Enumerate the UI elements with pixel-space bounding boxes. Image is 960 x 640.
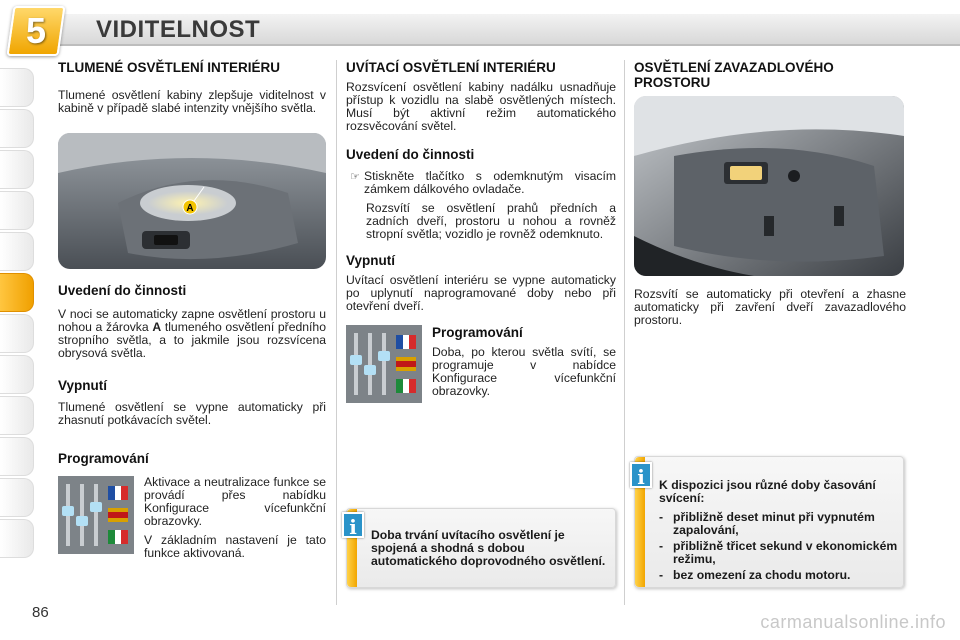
subsection-title: Uvedení do činnosti — [346, 147, 475, 162]
chapter-title: VIDITELNOST — [96, 16, 261, 43]
chapter-tab[interactable] — [0, 232, 34, 271]
column-welcome-lighting — [346, 60, 616, 403]
subsection-title: Programování — [58, 451, 149, 466]
chapter-tabs — [0, 68, 34, 560]
default-setting-text: V základním nastavení je tato funkce aktivovaná. — [144, 533, 326, 560]
section-title: TLUMENÉ OSVĚTLENÍ INTERIÉRU — [58, 60, 281, 75]
column-dimmed-lighting — [58, 60, 326, 560]
info-note-durations — [634, 456, 904, 588]
menu-settings-icon — [346, 325, 422, 403]
chapter-tab[interactable] — [0, 109, 34, 148]
section-title: UVÍTACÍ OSVĚTLENÍ INTERIÉRU — [346, 60, 556, 75]
chapter-tab[interactable] — [0, 355, 34, 394]
note-text: Doba trvání uvítacího osvětlení je spojená a shodná s dobou automatického doprovodného osvětlení. — [371, 528, 606, 568]
list-item: - přibližně třicet sekund v ekonomickém režimu, — [659, 539, 898, 566]
chapter-tab[interactable] — [0, 68, 34, 107]
subsection-title: Programování — [432, 325, 523, 340]
duration-list — [659, 511, 899, 582]
chapter-tab[interactable] — [0, 314, 34, 353]
chapter-tab[interactable] — [0, 519, 34, 558]
deactivation-text: Uvítací osvětlení interiéru se vypne automaticky po uplynutí naprogramované doby nebo při otevření dveří. — [346, 273, 616, 313]
subsection-title: Vypnutí — [58, 378, 107, 393]
photo-marker-a: A — [186, 203, 194, 214]
subsection-title: Vypnutí — [346, 253, 395, 268]
chapter-tab[interactable] — [0, 396, 34, 435]
ceiling-light-photo — [58, 133, 326, 269]
column-divider — [336, 60, 337, 605]
page-header — [0, 0, 960, 52]
intro-text: Rozsvícení osvětlení kabiny nadálku usnadňuje přístup k vozidlu na slabě osvětlených místech. Musí být aktivní režim automatického rozsvěcování světel. — [346, 80, 616, 133]
activation-text: V noci se automaticky zapne osvětlení prostoru u nohou a žárovka A tlumeného osvětlení předního stropního světla, a to jakmile jsou rozsvícena obrysová světla. — [58, 307, 326, 360]
column-trunk-lighting — [634, 60, 906, 327]
chapter-tab[interactable] — [0, 191, 34, 230]
watermark: carmanualsonline.info — [760, 612, 946, 632]
chapter-number-badge — [6, 6, 65, 56]
deactivation-text: Tlumené osvětlení se vypne automaticky při zhasnutí potkávacích světel. — [58, 400, 326, 427]
chapter-number: 5 — [25, 10, 47, 51]
chapter-tab[interactable] — [0, 150, 34, 189]
trunk-light-photo — [634, 96, 904, 276]
page-number: 86 — [32, 604, 49, 621]
subsection-title: Uvedení do činnosti — [58, 283, 187, 298]
list-item: - přibližně deset minut při vypnutém zapalování, — [659, 510, 875, 537]
bullet-item — [346, 170, 616, 196]
bullet-text: Stiskněte tlačítko s odemknutým visacím zámkem dálkového ovladače. — [364, 169, 616, 196]
intro-text: Tlumené osvětlení kabiny zlepšuje viditelnost v kabině v případě slabé intenzity vnějšího světla. — [58, 88, 326, 115]
column-divider — [624, 60, 625, 605]
chapter-tab-active[interactable] — [0, 273, 34, 312]
phone-hand-icon: ☞ — [350, 171, 360, 183]
trunk-text: Rozsvítí se automaticky při otevření a zhasne automaticky při zavření dveří zavazadlového prostoru. — [634, 287, 906, 327]
note-title: K dispozici jsou různé doby časování svícení: — [659, 478, 876, 505]
info-icon: i — [342, 512, 364, 538]
info-icon: i — [630, 462, 652, 488]
chapter-tab[interactable] — [0, 437, 34, 476]
section-title: OSVĚTLENÍ ZAVAZADLOVÉHO PROSTORU — [634, 60, 834, 90]
list-item: - bez omezení za chodu motoru. — [659, 568, 851, 582]
programming-text: Aktivace a neutralizace funkce se provádí přes nabídku Konfigurace vícefunkční obrazovky. — [144, 475, 326, 528]
programming-text: Doba, po kterou světla svítí, se programuje v nabídce Konfigurace vícefunkční obrazovky. — [432, 345, 616, 398]
chapter-tab[interactable] — [0, 478, 34, 517]
activation-text: Rozsvítí se osvětlení prahů předních a zadních dveří, prostoru u nohou a rovněž stropní světla; vozidlo je rovněž odemknuto. — [366, 201, 616, 241]
info-note-welcome — [346, 508, 616, 588]
menu-settings-icon — [58, 476, 134, 554]
